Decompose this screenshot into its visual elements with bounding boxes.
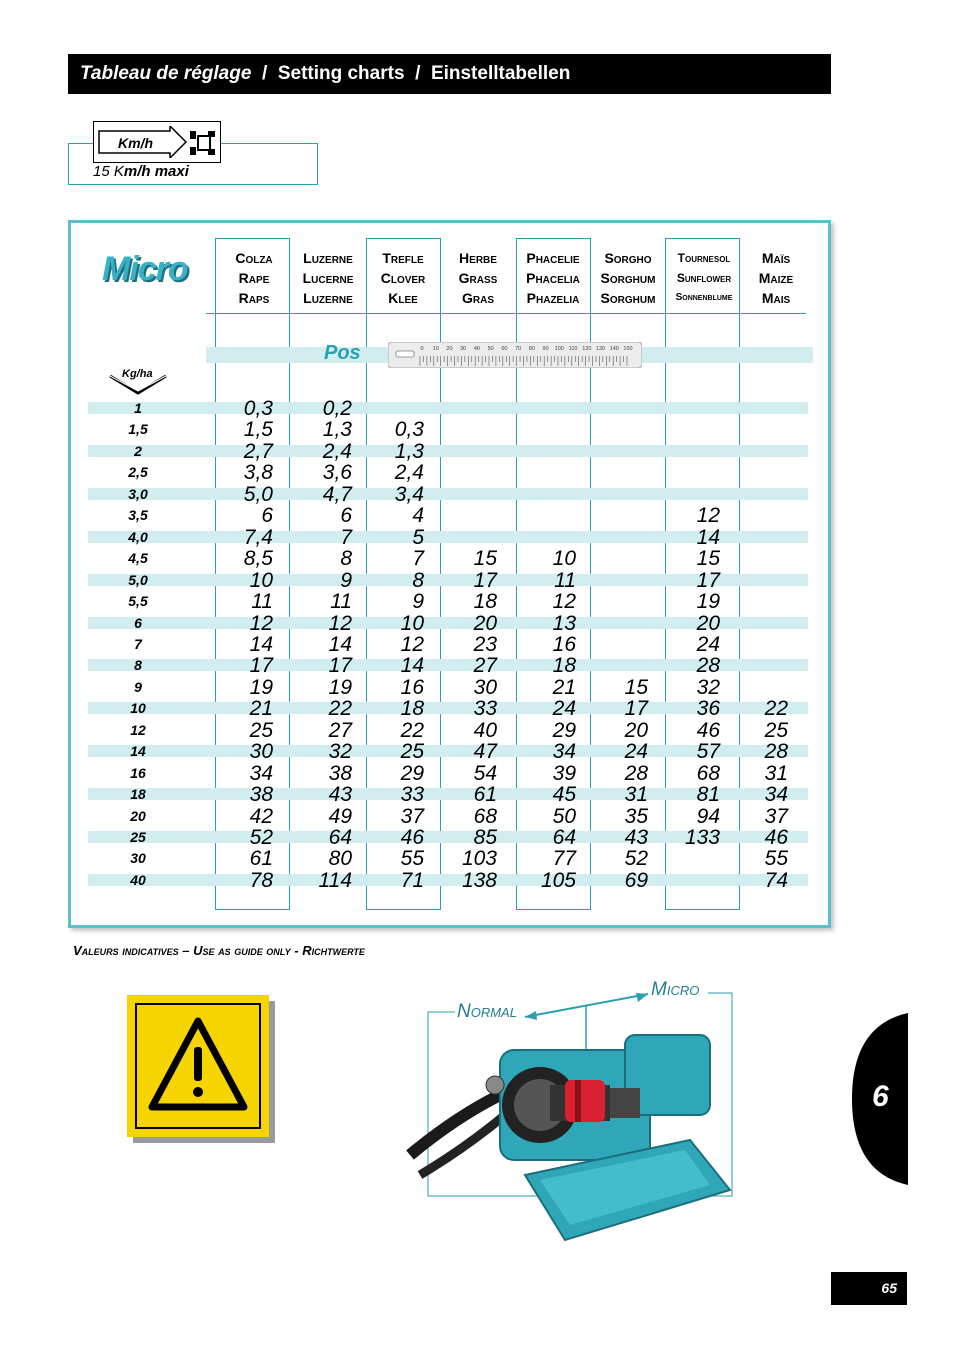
scale-tick-label: 140 xyxy=(609,346,619,352)
column-header-line: Colza xyxy=(235,250,273,266)
tractor-icon xyxy=(188,128,218,158)
setting-value: 68 xyxy=(696,761,720,785)
rate-kg-label: 4,0 xyxy=(128,528,148,545)
scale-tick-label: 120 xyxy=(582,346,592,352)
setting-value: 22 xyxy=(764,697,788,721)
warning-sign-icon xyxy=(127,995,275,1143)
setting-value: 16 xyxy=(552,632,576,656)
setting-value: 11 xyxy=(251,590,273,614)
scale-tick-label: 20 xyxy=(446,346,453,352)
setting-value: 105 xyxy=(540,868,576,892)
setting-value: 14 xyxy=(400,654,424,678)
setting-value: 9 xyxy=(412,590,424,614)
setting-value: 20 xyxy=(624,718,648,742)
setting-value: 17 xyxy=(328,654,352,678)
scale-tick-label: 70 xyxy=(515,346,522,352)
speed-badge xyxy=(93,121,221,163)
setting-value: 18 xyxy=(400,697,424,721)
column-header-line: Sorghum xyxy=(600,290,656,306)
setting-value: 2,7 xyxy=(243,439,273,463)
column-header-line: Sonnenblume xyxy=(675,292,733,303)
setting-value: 36 xyxy=(696,697,720,721)
column-header-line: Luzerne xyxy=(303,290,353,306)
setting-value: 17 xyxy=(473,568,497,592)
setting-value: 22 xyxy=(328,697,352,721)
page-number: 65 xyxy=(831,1272,907,1305)
metering-unit-illustration xyxy=(400,990,740,1245)
row-stripe xyxy=(88,485,808,502)
setting-value: 103 xyxy=(461,847,497,871)
setting-value: 16 xyxy=(400,675,424,699)
setting-value: 15 xyxy=(624,675,648,699)
setting-value: 31 xyxy=(624,783,648,807)
setting-value: 64 xyxy=(328,826,352,849)
scale-tick-label: 130 xyxy=(595,346,606,352)
setting-value: 80 xyxy=(328,847,352,871)
scale-tick-label: 40 xyxy=(473,346,480,352)
title-en: Setting charts xyxy=(277,63,405,84)
setting-value: 46 xyxy=(400,826,424,849)
setting-value: 32 xyxy=(696,675,720,699)
rate-kg-label: 18 xyxy=(130,786,146,803)
setting-value: 94 xyxy=(696,804,720,828)
setting-value: 8,5 xyxy=(243,547,273,571)
rate-kg-label: 9 xyxy=(134,678,142,695)
setting-value: 17 xyxy=(624,697,648,721)
setting-value: 35 xyxy=(624,804,648,828)
setting-value: 55 xyxy=(764,847,788,871)
setting-value: 52 xyxy=(624,847,648,871)
column-header-line: Clover xyxy=(380,270,426,286)
setting-value: 22 xyxy=(400,718,424,742)
column-header xyxy=(439,248,517,308)
setting-value: 30 xyxy=(249,740,273,764)
scale-tick-label: 100 xyxy=(554,346,564,352)
setting-value: 21 xyxy=(552,675,576,699)
setting-value: 12 xyxy=(552,590,576,614)
column-header xyxy=(514,248,592,308)
setting-value: 11 xyxy=(554,568,576,592)
setting-value: 3,4 xyxy=(394,482,424,506)
setting-value: 30 xyxy=(473,675,497,699)
rate-kg-label: 10 xyxy=(130,700,146,717)
setting-value: 18 xyxy=(552,654,576,678)
setting-value: 50 xyxy=(552,804,576,828)
setting-value: 20 xyxy=(473,611,497,635)
rate-kg-label: 7 xyxy=(134,635,142,652)
scale-tick-label: 80 xyxy=(528,346,535,352)
kg-per-ha-arrow-icon xyxy=(108,365,170,395)
scale-tick-label: 150 xyxy=(623,346,633,352)
setting-value: 71 xyxy=(400,868,424,892)
rate-kg-label: 4,5 xyxy=(128,550,148,567)
column-header-line: Luzerne xyxy=(303,250,353,266)
guide-note: Valeurs indicatives – Use as guide only - Richtwerte xyxy=(73,943,365,958)
graduated-scale xyxy=(388,342,642,368)
column-header-line: Herbe xyxy=(459,250,497,266)
setting-value: 29 xyxy=(400,761,424,785)
column-header-line: Gras xyxy=(461,290,494,306)
setting-value: 4 xyxy=(412,504,424,528)
column-header-line: Lucerne xyxy=(302,270,354,286)
label-normal: Normal xyxy=(457,1001,517,1022)
row-stripe xyxy=(88,442,808,459)
setting-value: 133 xyxy=(684,826,720,849)
setting-value: 1,3 xyxy=(322,418,352,442)
setting-value: 12 xyxy=(400,632,424,656)
setting-value: 3,6 xyxy=(322,461,352,485)
setting-value: 38 xyxy=(328,761,352,785)
setting-value: 19 xyxy=(696,590,720,614)
rate-kg-label: 12 xyxy=(130,721,146,738)
speed-number: 15 K xyxy=(93,163,124,180)
setting-value: 9 xyxy=(340,568,352,592)
rate-kg-label: 30 xyxy=(130,850,146,867)
speed-badge-label: Km/h xyxy=(118,135,153,151)
page-title-bar xyxy=(68,54,831,94)
setting-value: 27 xyxy=(328,718,352,742)
setting-value: 19 xyxy=(249,675,273,699)
setting-value: 33 xyxy=(473,697,497,721)
setting-value: 12 xyxy=(696,504,720,528)
setting-value: 0,3 xyxy=(243,397,273,420)
setting-value: 0,2 xyxy=(322,397,352,420)
column-header xyxy=(215,248,293,308)
rate-kg-label: 14 xyxy=(130,743,146,760)
setting-value: 114 xyxy=(318,868,352,892)
setting-value: 20 xyxy=(696,611,720,635)
column-header-line: Rape xyxy=(238,270,270,286)
setting-value: 4,7 xyxy=(322,482,352,506)
speed-unit: m/h maxi xyxy=(123,163,189,180)
pos-label: Pos xyxy=(324,342,361,364)
setting-value: 43 xyxy=(624,826,648,849)
setting-value: 31 xyxy=(764,761,788,785)
setting-value: 37 xyxy=(400,804,424,828)
rate-kg-label: 2 xyxy=(134,442,142,459)
max-speed-text xyxy=(93,163,189,180)
column-header xyxy=(737,248,815,308)
column-header xyxy=(364,248,442,308)
setting-value: 34 xyxy=(552,740,576,764)
setting-value: 13 xyxy=(552,611,576,635)
setting-value: 28 xyxy=(764,740,788,764)
setting-value: 40 xyxy=(473,718,497,742)
chart-title: Micro xyxy=(102,250,188,288)
column-header-line: Mais xyxy=(761,290,791,306)
chapter-number: 6 xyxy=(872,1080,889,1113)
title-separator: / xyxy=(261,63,268,84)
setting-value: 42 xyxy=(249,804,273,828)
setting-value: 24 xyxy=(552,697,576,721)
setting-value: 2,4 xyxy=(322,439,352,463)
rate-kg-label: 3,5 xyxy=(128,507,148,524)
setting-value: 12 xyxy=(249,611,273,635)
setting-value: 25 xyxy=(764,718,788,742)
setting-value: 15 xyxy=(696,547,720,571)
setting-value: 25 xyxy=(249,718,273,742)
scale-tick-label: 60 xyxy=(501,346,508,352)
setting-value: 33 xyxy=(400,783,424,807)
setting-value: 49 xyxy=(328,804,352,828)
setting-value: 8 xyxy=(412,568,424,592)
rate-kg-label: 3,0 xyxy=(128,485,148,502)
column-header xyxy=(289,248,367,308)
row-stripe xyxy=(88,402,808,414)
setting-value: 61 xyxy=(473,783,497,807)
rate-kg-label: 5,5 xyxy=(128,593,148,610)
column-header-line: Tournesol xyxy=(677,251,731,265)
setting-value: 34 xyxy=(249,761,273,785)
setting-value: 2,4 xyxy=(394,461,424,485)
rate-kg-label: 20 xyxy=(130,807,146,824)
setting-value: 12 xyxy=(328,611,352,635)
setting-value: 78 xyxy=(249,868,273,892)
column-header-line: Phacelia xyxy=(526,270,580,286)
setting-value: 38 xyxy=(249,783,273,807)
label-micro: Micro xyxy=(651,979,700,1000)
setting-value: 39 xyxy=(552,761,576,785)
column-header-line: Raps xyxy=(238,290,270,306)
setting-value: 24 xyxy=(624,740,648,764)
setting-value: 21 xyxy=(249,697,273,721)
rate-kg-label: 1 xyxy=(134,400,142,416)
setting-value: 68 xyxy=(473,804,497,828)
rate-kg-label: 40 xyxy=(130,871,146,888)
setting-value: 1,5 xyxy=(243,418,273,442)
setting-value: 10 xyxy=(249,568,273,592)
setting-value: 45 xyxy=(552,783,576,807)
setting-value: 15 xyxy=(473,547,497,571)
setting-value: 46 xyxy=(696,718,720,742)
scale-tick-label: 30 xyxy=(460,346,467,352)
setting-value: 57 xyxy=(696,740,720,764)
title-separator: / xyxy=(415,63,421,84)
column-header-line: Klee xyxy=(388,290,418,306)
setting-value: 28 xyxy=(624,761,648,785)
setting-value: 64 xyxy=(552,826,576,849)
title-fr: Tableau de réglage xyxy=(80,63,252,84)
setting-value: 10 xyxy=(552,547,576,571)
rate-kg-label: 5,0 xyxy=(128,571,148,588)
column-header-line: Phazelia xyxy=(526,290,580,306)
setting-value: 81 xyxy=(696,783,720,807)
setting-value: 5 xyxy=(412,525,424,549)
scale-tick-label: 110 xyxy=(568,346,578,352)
setting-value: 52 xyxy=(249,826,273,849)
setting-value: 19 xyxy=(328,675,352,699)
setting-value: 1,3 xyxy=(394,439,424,463)
setting-value: 10 xyxy=(400,611,424,635)
column-header-line: Sorghum xyxy=(600,270,656,286)
column-header-line: Phacelie xyxy=(526,250,580,266)
setting-value: 14 xyxy=(696,525,720,549)
setting-value: 6 xyxy=(340,504,352,528)
setting-value: 17 xyxy=(696,568,720,592)
setting-value: 55 xyxy=(400,847,424,871)
column-header xyxy=(665,248,743,308)
scale-tick-label: 10 xyxy=(432,346,439,352)
column-header-line: Sorgho xyxy=(604,250,652,266)
setting-value: 24 xyxy=(696,632,720,656)
setting-value: 14 xyxy=(328,632,352,656)
setting-value: 7 xyxy=(412,547,424,571)
setting-value: 77 xyxy=(552,847,576,871)
setting-value: 18 xyxy=(473,590,497,614)
setting-value: 138 xyxy=(461,868,497,892)
setting-value: 0,3 xyxy=(394,418,424,442)
scale-tick-label: 50 xyxy=(487,346,494,352)
setting-value: 47 xyxy=(473,740,497,764)
setting-value: 46 xyxy=(764,826,788,849)
column-header-line: Sunflower xyxy=(676,271,732,285)
column-header xyxy=(589,248,667,308)
header-rule xyxy=(206,313,806,314)
rate-kg-label: 2,5 xyxy=(128,464,148,481)
setting-value: 29 xyxy=(552,718,576,742)
setting-value: 11 xyxy=(330,590,352,614)
kgha-label: Kg/ha xyxy=(122,368,153,380)
setting-value: 6 xyxy=(261,504,273,528)
speed-arrow-icon xyxy=(98,126,188,158)
setting-value: 3,8 xyxy=(243,461,273,485)
setting-value: 85 xyxy=(473,826,497,849)
title-de: Einstelltabellen xyxy=(430,63,571,84)
rate-kg-label: 1,5 xyxy=(128,421,148,438)
rate-kg-label: 6 xyxy=(134,614,142,631)
setting-value: 23 xyxy=(473,632,497,656)
column-header-line: Trefle xyxy=(382,250,424,266)
column-header-line: Maïs xyxy=(761,250,791,266)
setting-value: 61 xyxy=(249,847,273,871)
rate-kg-label: 25 xyxy=(130,829,146,845)
rate-kg-label: 8 xyxy=(134,657,142,674)
setting-value: 54 xyxy=(473,761,497,785)
setting-value: 69 xyxy=(624,868,648,892)
setting-value: 37 xyxy=(764,804,788,828)
setting-value: 28 xyxy=(696,654,720,678)
setting-value: 5,0 xyxy=(243,482,273,506)
setting-value: 7 xyxy=(340,525,352,549)
rate-kg-label: 16 xyxy=(130,764,146,781)
scale-tick-label: 0 xyxy=(420,346,424,352)
column-header-line: Maize xyxy=(758,270,794,286)
setting-value: 74 xyxy=(764,868,788,892)
setting-value: 25 xyxy=(400,740,424,764)
setting-value: 8 xyxy=(340,547,352,571)
setting-value: 43 xyxy=(328,783,352,807)
column-header-line: Grass xyxy=(458,270,498,286)
setting-value: 34 xyxy=(764,783,788,807)
setting-value: 7,4 xyxy=(243,525,273,549)
setting-value: 17 xyxy=(249,654,273,678)
scale-tick-label: 90 xyxy=(542,346,549,352)
setting-value: 32 xyxy=(328,740,352,764)
setting-value: 27 xyxy=(473,654,497,678)
setting-value: 14 xyxy=(249,632,273,656)
